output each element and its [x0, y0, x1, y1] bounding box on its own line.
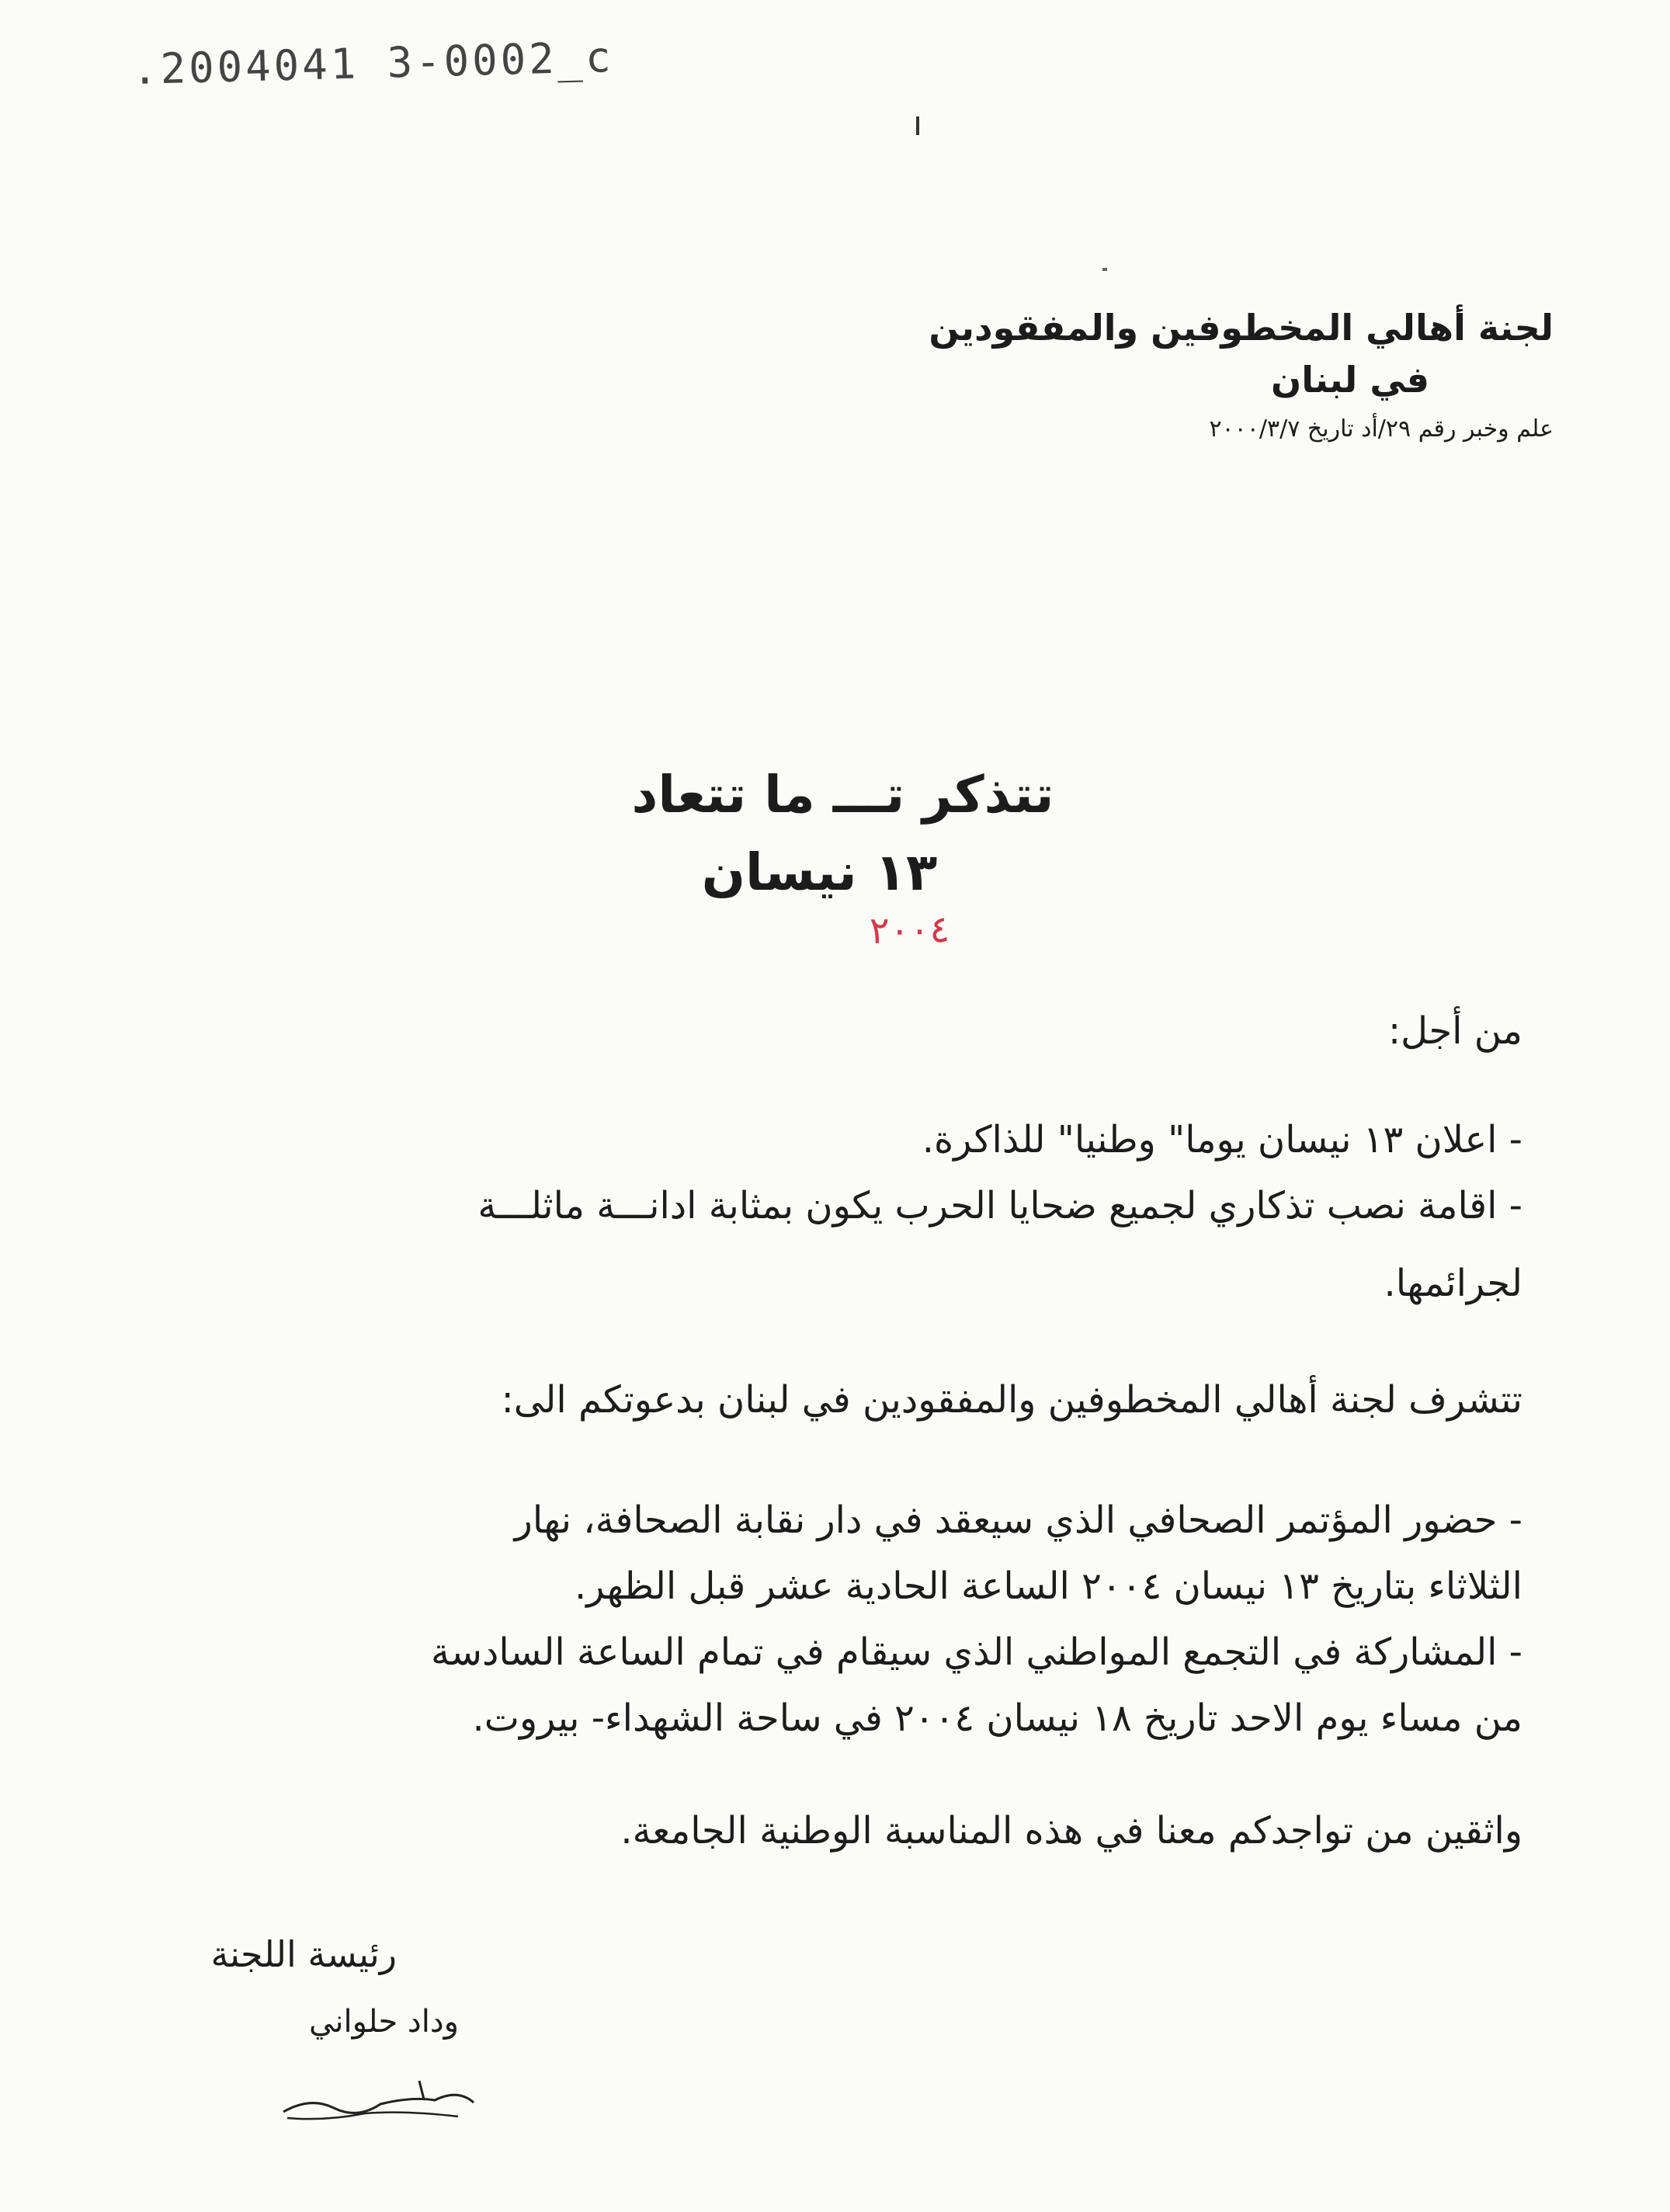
handwritten-year: ٢٠٠٤: [869, 908, 950, 953]
closing-line: واثقين من تواجدكم معنا في هذه المناسبة الوطنية الجامعة.: [620, 1809, 1522, 1853]
handwritten-document-id: .2004041 3-0002_c: [131, 32, 615, 95]
event-item-1-continuation: الثلاثاء بتاريخ ١٣ نيسان ٢٠٠٤ الساعة الحادية عشر قبل الظهر.: [575, 1564, 1522, 1608]
registration-line: علم وخبر رقم ٢٩/أد تاريخ ٢٠٠٠/٣/٧: [1209, 415, 1554, 443]
signatory-title: رئيسة اللجنة: [210, 1933, 397, 1975]
title-line-1: تتذكر تـــ ما تتعاد: [631, 765, 1054, 825]
goal-item-1: - اعلان ١٣ نيسان يوما" وطنيا" للذاكرة.: [922, 1118, 1522, 1162]
event-item-2: - المشاركة في التجمع المواطني الذي سيقام في تمام الساعة السادسة: [430, 1630, 1522, 1674]
goal-item-2-continuation: لجرائمها.: [1384, 1262, 1522, 1305]
signatory-name: وداد حلواني: [309, 2004, 459, 2040]
for-label: من أجل:: [1387, 1009, 1522, 1053]
goal-item-2: - اقامة نصب تذكاري لجميع ضحايا الحرب يكون بمثابة ادانـــة ماثلـــة: [477, 1184, 1522, 1228]
handwritten-signature: [279, 2065, 481, 2135]
event-item-2-continuation: من مساء يوم الاحد تاريخ ١٨ نيسان ٢٠٠٤ في ساحة الشهداء- بيروت.: [472, 1696, 1522, 1740]
invitation-line: تتشرف لجنة أهالي المخطوفين والمفقودين في لبنان بدعوتكم الى:: [501, 1378, 1522, 1422]
org-location: في لبنان: [1270, 359, 1429, 401]
pen-mark: [916, 116, 919, 135]
title-line-2: ١٣ نيسان: [701, 842, 938, 902]
pen-mark: [1102, 268, 1107, 271]
event-item-1: - حضور المؤتمر الصحافي الذي سيعقد في دار نقابة الصحافة، نهار: [514, 1498, 1522, 1542]
org-name: لجنة أهالي المخطوفين والمفقودين: [929, 307, 1554, 349]
